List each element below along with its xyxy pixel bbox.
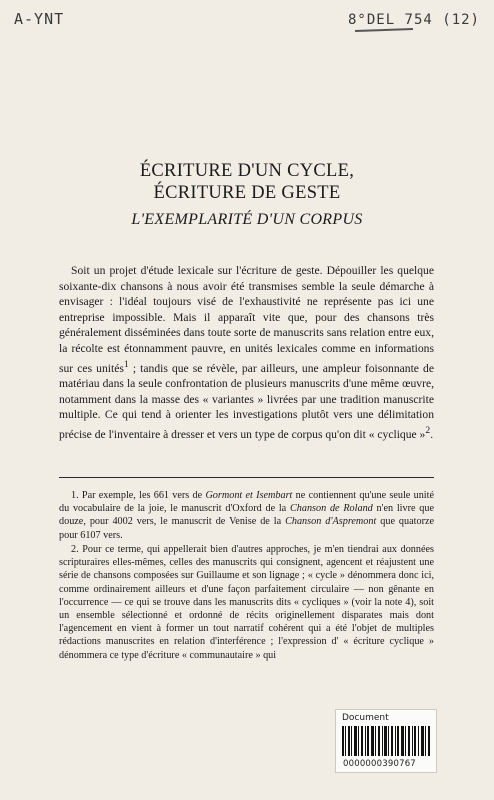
handwritten-shelfmark-left: A-YNT	[14, 10, 65, 28]
title-line-1: ÉCRITURE D'UN CYCLE,	[139, 161, 355, 181]
footnote-ref-1[interactable]: 1	[123, 358, 129, 370]
paragraph-text-3: .	[430, 427, 434, 441]
footnote-1-text-a: 1. Par exemple, les 661 vers de	[71, 490, 206, 501]
footnote-1-title-aspremont: Chanson d'Aspremont	[285, 516, 377, 528]
footnote-ref-2[interactable]: 2	[425, 424, 431, 436]
footnote-1-title-roland: Chanson de Roland	[289, 503, 373, 515]
handwritten-shelfmark-right: 8°DEL 754 (12)	[347, 12, 480, 28]
barcode-sticker	[335, 709, 437, 773]
barcode-number: 0000000390767	[343, 759, 416, 769]
paragraph-text-1: Soit un projet d'étude lexicale sur l'écriture de geste. Dépouiller les quelque soixante-dix chansons à nous avoir été transmises semble la seule démarche à envisager : l'idéal toujours visé de l'exhaustivité ne représente pas ici une entreprise impossible. Mais il apparaît vite que, pour des chansons très généralement disséminées dans toute sorte de manuscrits sans relation entre eux, la récolte est étonnamment pauvre, en unités lexicales comme en informations sur ces unités	[59, 264, 434, 375]
title-line-2: ÉCRITURE DE GESTE	[153, 183, 341, 203]
footnote-2: 2. Pour ce terme, qui appellerait bien d'autres approches, je m'en tiendrai aux données scripturaires elles-mêmes, celles des manuscrits qui consignent, agencent et réajustent une série de chansons composées sur Guillaume et son lignage ; « cycle » dénommera donc ici, comme ordinairement ailleurs et d'une façon parfaitement circulaire — non gênante en l'occurrence — ce qui se trouve dans les manuscrits dits « cycliques » (voir la note 4), soit un ensemble sélectionné et ordonné de récits originellement disparates mais dont l'agencement en vient à former un tout narratif cohérent qui a été l'objet de multiples rédactions manuscrites en relation d'interférence ; l'expression d' « écriture cyclique » dénommera ce type d'écriture « communautaire » qui	[59, 544, 434, 661]
barcode-label: Document	[342, 713, 389, 723]
footnote-1	[59, 489, 434, 542]
footnote-1-title-gormont: Gormont et Isembart	[205, 490, 293, 501]
paragraph-text-2: ; tandis que se révèle, par ailleurs, une ampleur foisonnante de matériau dans la seule confrontation de plusieurs manuscrits d'une même œuvre, notamment dans la masse des « variantes » livrées par une tradition manuscrite multiple. Ce qui tend à orienter les investigations plutôt vers une délimitation précise de l'inventaire à dresser et vers un type de corpus qu'on dit « cyclique »	[59, 361, 435, 441]
main-paragraph	[59, 263, 434, 442]
barcode-icon	[342, 726, 430, 756]
footnote-1-text-d: que quatorze pour 6107 vers.	[59, 516, 435, 541]
subtitle: L'EXEMPLARITÉ D'UN CORPUS	[131, 211, 363, 228]
pencil-underline	[355, 28, 413, 32]
footnote-1-text-b: ne contiennent qu'une seule unité du vocabulaire de la joie, le manuscrit d'Oxford de la	[59, 490, 434, 515]
footnote-1-text-c: n'en livre que douze, pour 4002 vers, le manuscrit de Venise de la	[59, 503, 434, 528]
footnote-divider	[59, 477, 434, 478]
chapter-title-block	[0, 160, 494, 229]
